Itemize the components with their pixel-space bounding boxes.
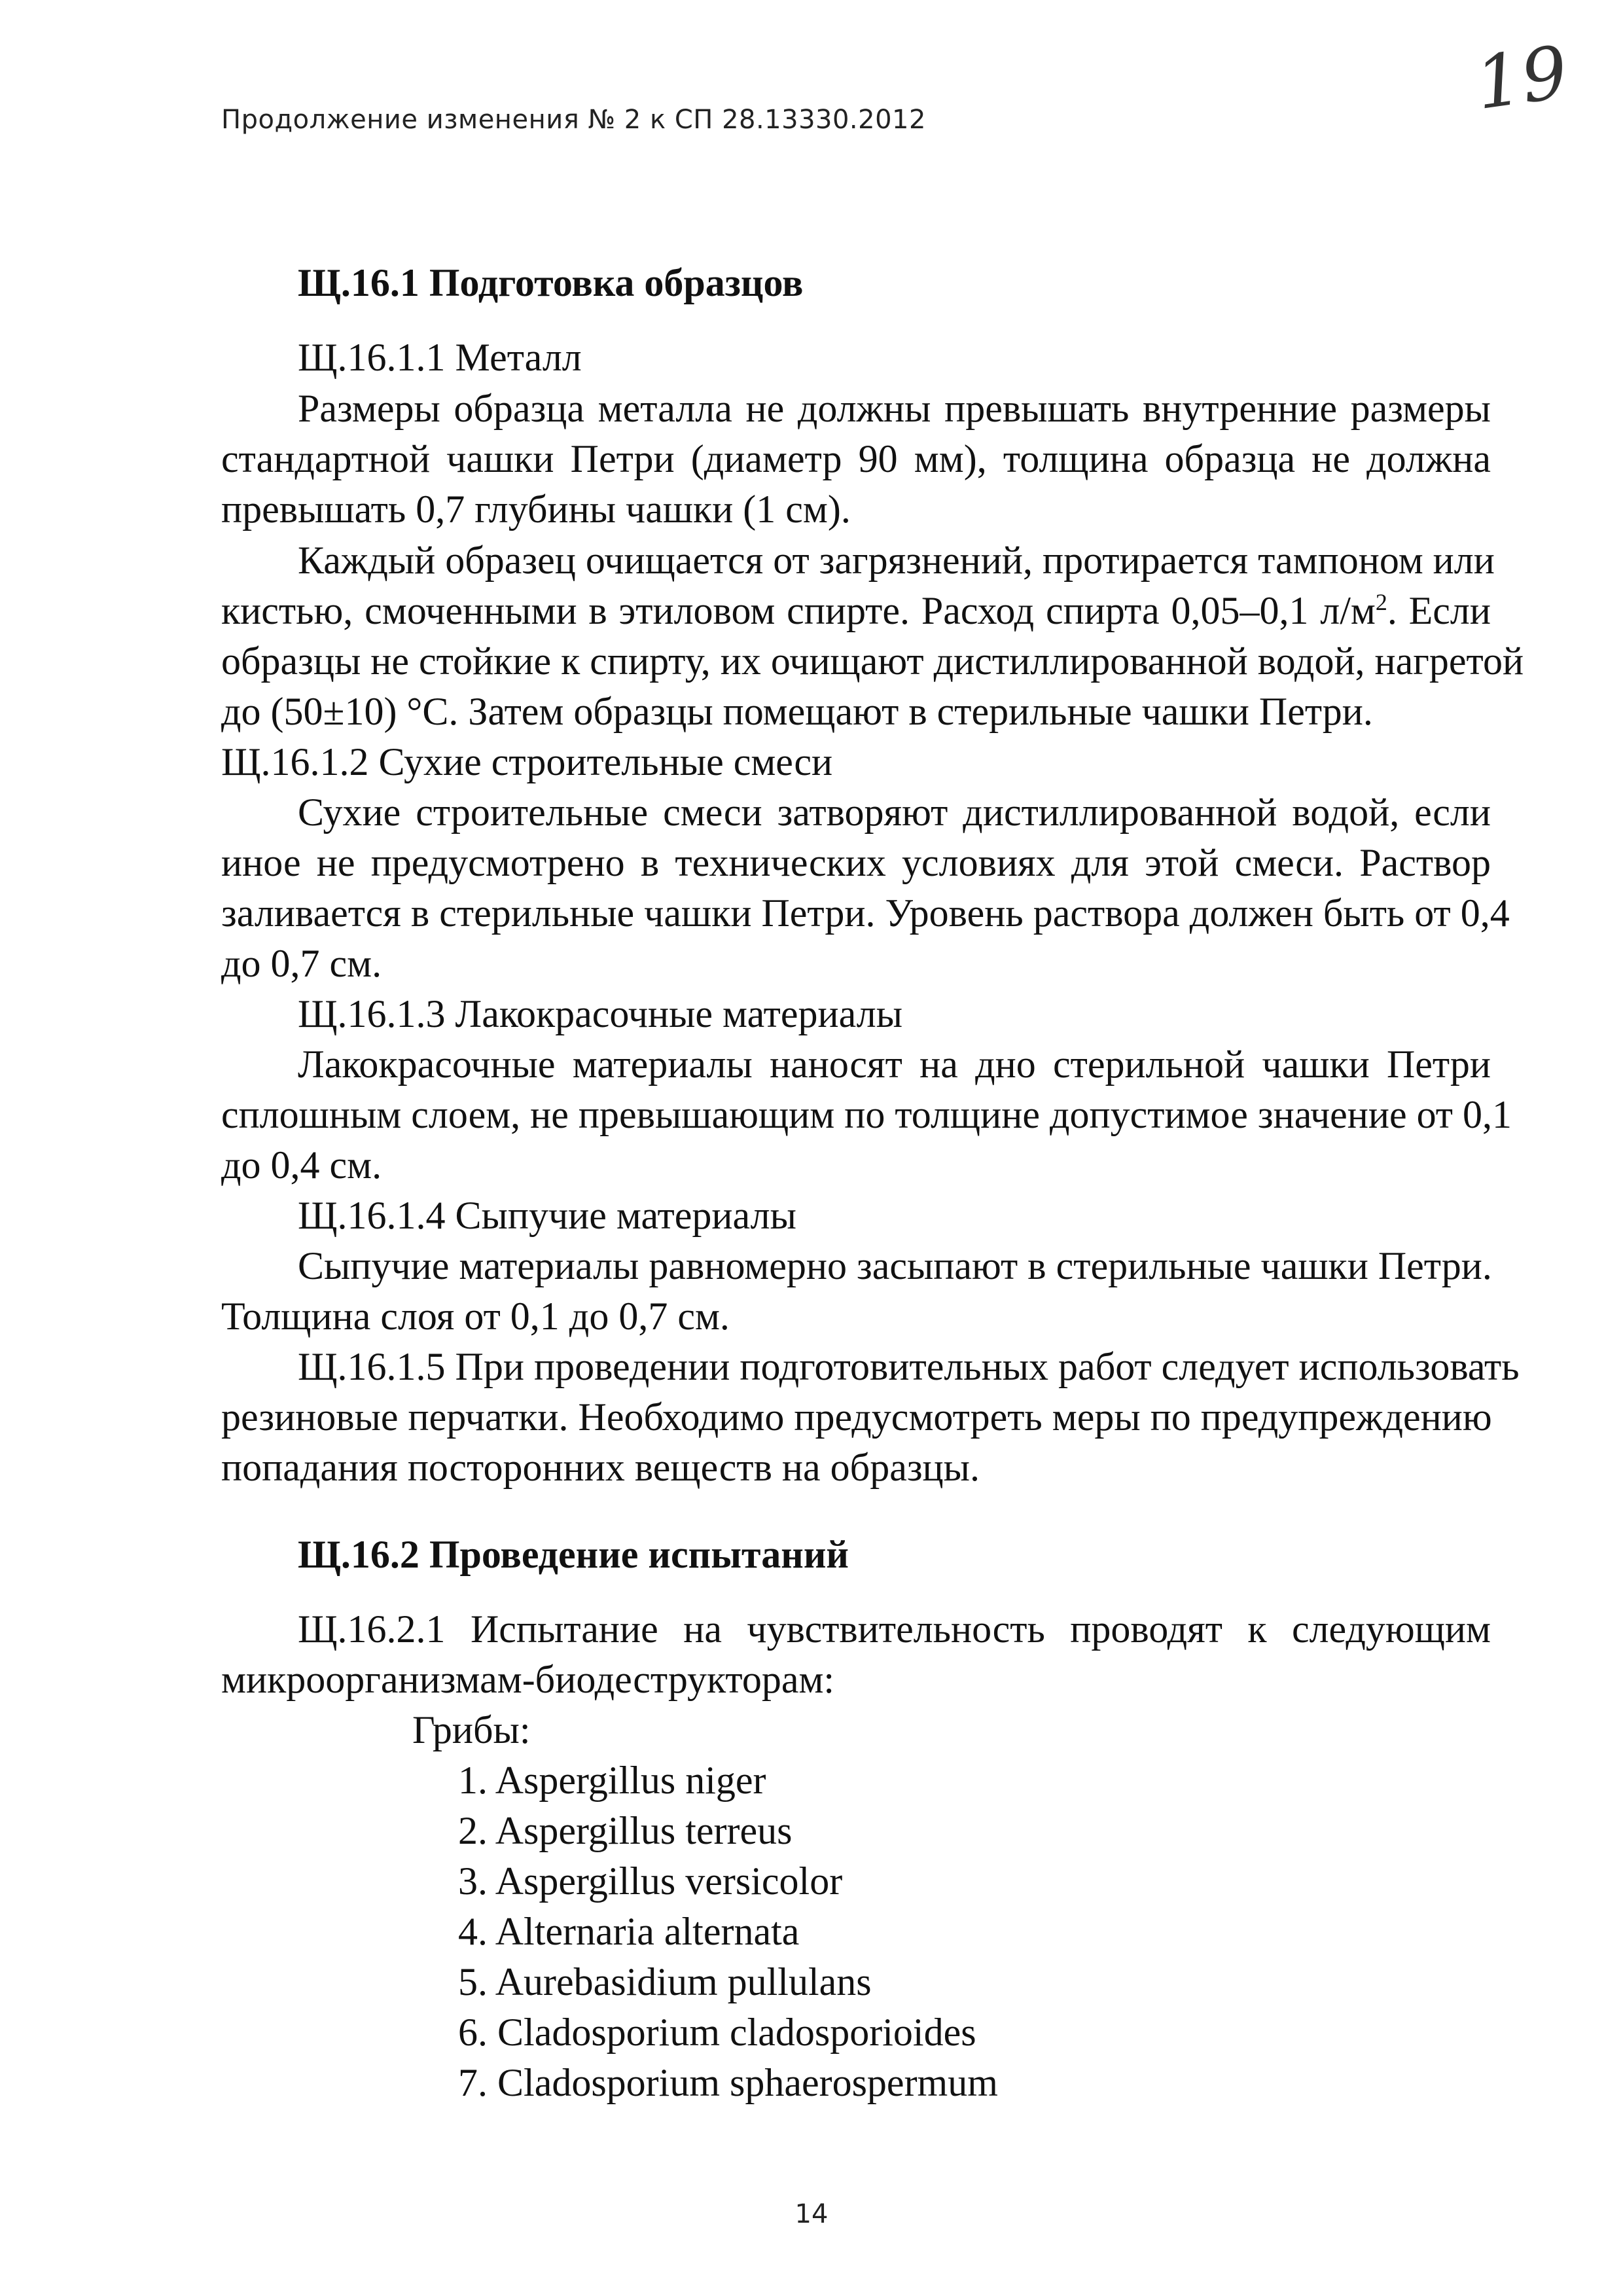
paragraph-line: Щ.16.2.1 Испытание на чувствительность проводят к следующим (298, 1607, 1491, 1651)
paragraph-line: Сыпучие материалы равномерно засыпают в стерильные чашки Петри. (298, 1244, 1492, 1287)
paragraph-line: иное не предусмотрено в технических условиях для этой смеси. Раствор (221, 841, 1491, 884)
paragraph-line: Толщина слоя от 0,1 до 0,7 см. (221, 1295, 730, 1338)
handwritten-page-number: 19 (1470, 29, 1573, 126)
list-item: 1. Aspergillus niger (458, 1759, 766, 1802)
list-item: 2. Aspergillus terreus (458, 1809, 793, 1852)
paragraph-line: микроорганизмам-биодеструкторам: (221, 1658, 835, 1701)
paragraph-line: стандартной чашки Петри (диаметр 90 мм), толщина образца не должна (221, 437, 1491, 480)
paragraph-line: образцы не стойкие к спирту, их очищают дистиллированной водой, нагретой (221, 639, 1524, 683)
paragraph-line: до 0,4 см. (221, 1143, 382, 1187)
paragraph-line: до (50±10) °С. Затем образцы помещают в стерильные чашки Петри. (221, 690, 1373, 733)
list-item: 3. Aspergillus versicolor (458, 1859, 843, 1903)
superscript: 2 (1375, 589, 1387, 615)
subsection-heading-16-1-1: Щ.16.1.1 Металл (298, 336, 582, 379)
paragraph-line-with-superscript: кистью, смоченными в этиловом спирте. Расход спирта 0,05–0,1 $л/м^2$. Если (221, 589, 1491, 632)
paragraph-line: попадания посторонних веществ на образцы. (221, 1446, 980, 1489)
list-title-fungi: Грибы: (412, 1708, 531, 1751)
list-item: 7. Cladosporium sphaerospermum (458, 2061, 998, 2104)
section-heading-16-1: Щ.16.1 Подготовка образцов (298, 261, 804, 304)
page-number: 14 (794, 2199, 829, 2229)
list-item: 5. Aurebasidium pullulans (458, 1960, 872, 2003)
list-item: 4. Alternaria alternata (458, 1910, 800, 1953)
list-item: 6. Cladosporium cladosporioides (458, 2011, 976, 2054)
subsection-heading-16-1-3: Щ.16.1.3 Лакокрасочные материалы (298, 992, 903, 1035)
subsection-heading-16-1-4: Щ.16.1.4 Сыпучие материалы (298, 1194, 796, 1237)
paragraph-line: резиновые перчатки. Необходимо предусмотреть меры по предупреждению (221, 1395, 1492, 1439)
section-heading-16-2: Щ.16.2 Проведение испытаний (298, 1533, 849, 1576)
paragraph-line: сплошным слоем, не превышающим по толщине допустимое значение от 0,1 (221, 1093, 1512, 1136)
paragraph-line: до 0,7 см. (221, 942, 382, 985)
running-header: Продолжение изменения № 2 к СП 28.13330.2012 (221, 105, 926, 135)
paragraph-line: превышать 0,7 глубины чашки (1 см). (221, 488, 851, 531)
paragraph-line: Щ.16.1.5 При проведении подготовительных работ следует использовать (298, 1345, 1520, 1388)
paragraph-line: Лакокрасочные материалы наносят на дно стерильной чашки Петри (298, 1043, 1491, 1086)
subsection-heading-16-1-2: Щ.16.1.2 Сухие строительные смеси (221, 740, 833, 783)
paragraph-line: Размеры образца металла не должны превышать внутренние размеры (298, 387, 1491, 430)
paragraph-line: заливается в стерильные чашки Петри. Уровень раствора должен быть от 0,4 (221, 891, 1510, 935)
paragraph-line: Каждый образец очищается от загрязнений, протирается тампоном или (298, 539, 1495, 582)
paragraph-line: Сухие строительные смеси затворяют дистиллированной водой, если (298, 791, 1491, 834)
